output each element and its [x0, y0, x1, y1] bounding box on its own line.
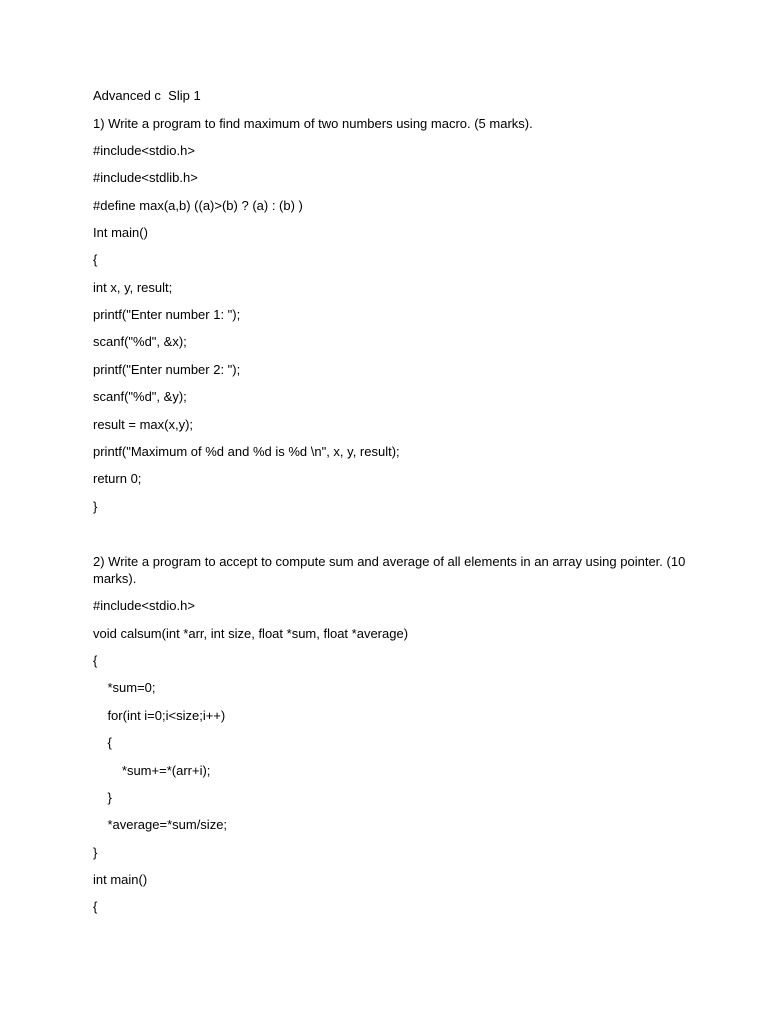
code-line: result = max(x,y); — [93, 417, 194, 432]
code-line: int main() — [93, 872, 148, 887]
code-line: for(int i=0;i<size;i++) — [93, 708, 226, 723]
code-line: } — [93, 845, 98, 860]
code-line: { — [93, 252, 98, 267]
code-line: #include<stdio.h> — [93, 598, 195, 613]
code-line: } — [93, 499, 98, 514]
code-line: { — [93, 735, 112, 750]
code-line: *sum=0; — [93, 680, 156, 695]
code-line: #include<stdlib.h> — [93, 170, 198, 185]
code-line: #define max(a,b) ((a)>(b) ? (a) : (b) ) — [93, 198, 303, 213]
code-line: #include<stdio.h> — [93, 143, 195, 158]
code-line: } — [93, 790, 112, 805]
code-line: printf("Maximum of %d and %d is %d \n", x, y, result); — [93, 444, 400, 459]
document-title: Advanced c Slip 1 — [93, 88, 201, 103]
code-line: printf("Enter number 1: "); — [93, 307, 241, 322]
code-line: { — [93, 899, 98, 914]
code-line: printf("Enter number 2: "); — [93, 362, 241, 377]
code-line: void calsum(int *arr, int size, float *sum, float *average) — [93, 626, 409, 641]
code-line: scanf("%d", &x); — [93, 334, 187, 349]
code-line: { — [93, 653, 98, 668]
code-line: scanf("%d", &y); — [93, 389, 187, 404]
code-line: Int main() — [93, 225, 148, 240]
code-line: return 0; — [93, 471, 142, 486]
question-2-heading: 2) Write a program to accept to compute sum and average of all elements in an array using pointer. (10 marks). — [93, 554, 686, 586]
code-line: *sum+=*(arr+i); — [93, 763, 211, 778]
code-line: int x, y, result; — [93, 280, 173, 295]
question-1-heading: 1) Write a program to find maximum of two numbers using macro. (5 marks). — [93, 116, 533, 131]
code-line: *average=*sum/size; — [93, 817, 228, 832]
